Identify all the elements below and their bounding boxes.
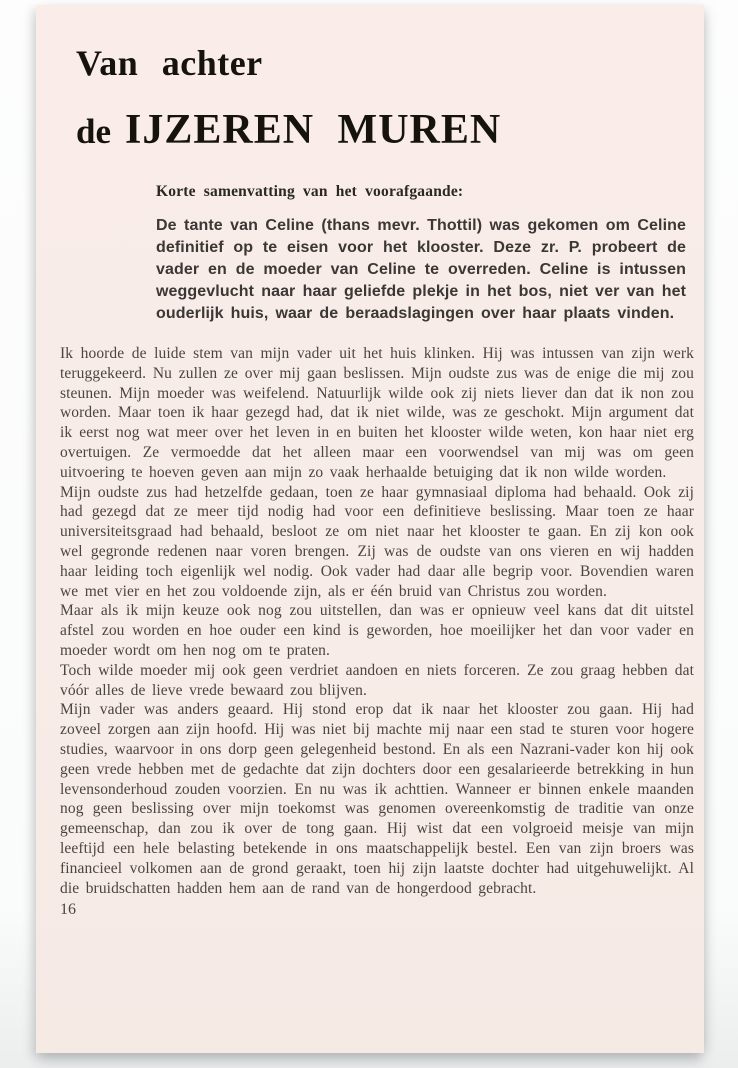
summary-text: De tante van Celine (thans mevr. Thottil) was gekomen om Celine definitief op te eisen voor het klooster. Deze zr. P. probeert de vader en de moeder van Celine te overreden. Celine is intussen weggevlucht naar haar geliefde plekje in het bos, niet ver van het ouderlijk huis, waar de beraadslagingen over haar plaats vinden. <box>156 217 686 322</box>
body-paragraph: Toch wilde moeder mij ook geen verdriet aandoen en niets forceren. Ze zou graag hebben dat vóór alles de lieve vrede bewaard zou blijven. <box>60 661 694 699</box>
title-line-2-prefix: de <box>76 112 111 151</box>
title-line-2-main: IJZEREN MUREN <box>125 107 502 153</box>
body-paragraph: Mijn oudste zus had hetzelfde gedaan, toen ze haar gymnasiaal diploma had behaald. Ook zij had gezegd dat ze meer tijd nodig had voor een definitieve beslissing. Maar toen ze haar universiteitsgraad had behaald, besloot ze om niet naar het klooster te gaan. En zij kon ook wel gegronde redenen naar voren brengen. Zij was de oudste van ons vieren en wij hadden haar leiding toch eigenlijk wel nodig. Ook vader had daar alle begrip voor. Bovendien waren we met vier en het zou voldoende zijn, als er één bruid van Christus zou worden. <box>60 483 694 600</box>
body-paragraph: Mijn vader was anders geaard. Hij stond erop dat ik naar het klooster zou gaan. Hij had zoveel zorgen aan zijn hoofd. Hij was niet bij machte mij naar een stad te sturen voor hogere studies, waarvoor in ons dorp geen gelegenheid bestond. En als een Nazrani-vader kon hij ook geen vrede hebben met de gedachte dat zijn dochters door een gesalarieerde betrekking in hun levensonderhoud zouden voorzien. En nu was ik achttien. Wanneer er binnen enkele maanden nog geen beslissing over mijn toekomst was genomen overeenkomstig de traditie van onze gemeenschap, dan zou ik over de tong gaan. Hij wist dat een volgroeid meisje van mijn leeftijd een hele belasting betekende in ons maatschappelijk bestel. Een van zijn broers was financieel volkomen aan de grond geraakt, toen hij zijn laatste dochter had uitgehuwelijkt. Al die bruidschatten hadden hem aan de rand van de hongerdood gebracht. <box>60 701 694 897</box>
body-paragraph: Maar als ik mijn keuze ook nog zou uitstellen, dan was er opnieuw veel kans dat dit uitstel afstel zou worden en hoe ouder een kind is geworden, hoe moeilijker het dan voor vader en moeder wordt om hen nog om te praten. <box>60 602 694 659</box>
document-page <box>36 5 704 1053</box>
summary-heading: Korte samenvatting van het voorafgaande: <box>156 183 464 200</box>
summary-block <box>156 183 686 325</box>
title-line-1: Van achter <box>76 43 263 83</box>
body-text <box>60 344 694 898</box>
title-line-2 <box>76 109 694 151</box>
page-number: 16 <box>60 901 76 919</box>
body-paragraph: Ik hoorde de luide stem van mijn vader uit het huis klinken. Hij was intussen van zijn werk teruggekeerd. Nu zullen ze over mij gaan beslissen. Mijn oudste zus was de enige die mij zou steunen. Mijn moeder was weifelend. Natuurlijk wilde ook zij niets liever dan dat ik non zou worden. Maar toen ik haar gezegd had, dat ik niet wilde, was ze geschokt. Mijn argument dat ik eerst nog wat meer over het leven in en buiten het klooster wilde weten, kon haar niet erg overtuigen. Ze vermoedde dat het alleen maar een voorwendsel van mij was om geen uitvoering te hoeven geven aan mijn zo vaak herhaalde betuiging dat ik non wilde worden. <box>60 345 694 481</box>
page-title <box>76 45 694 151</box>
